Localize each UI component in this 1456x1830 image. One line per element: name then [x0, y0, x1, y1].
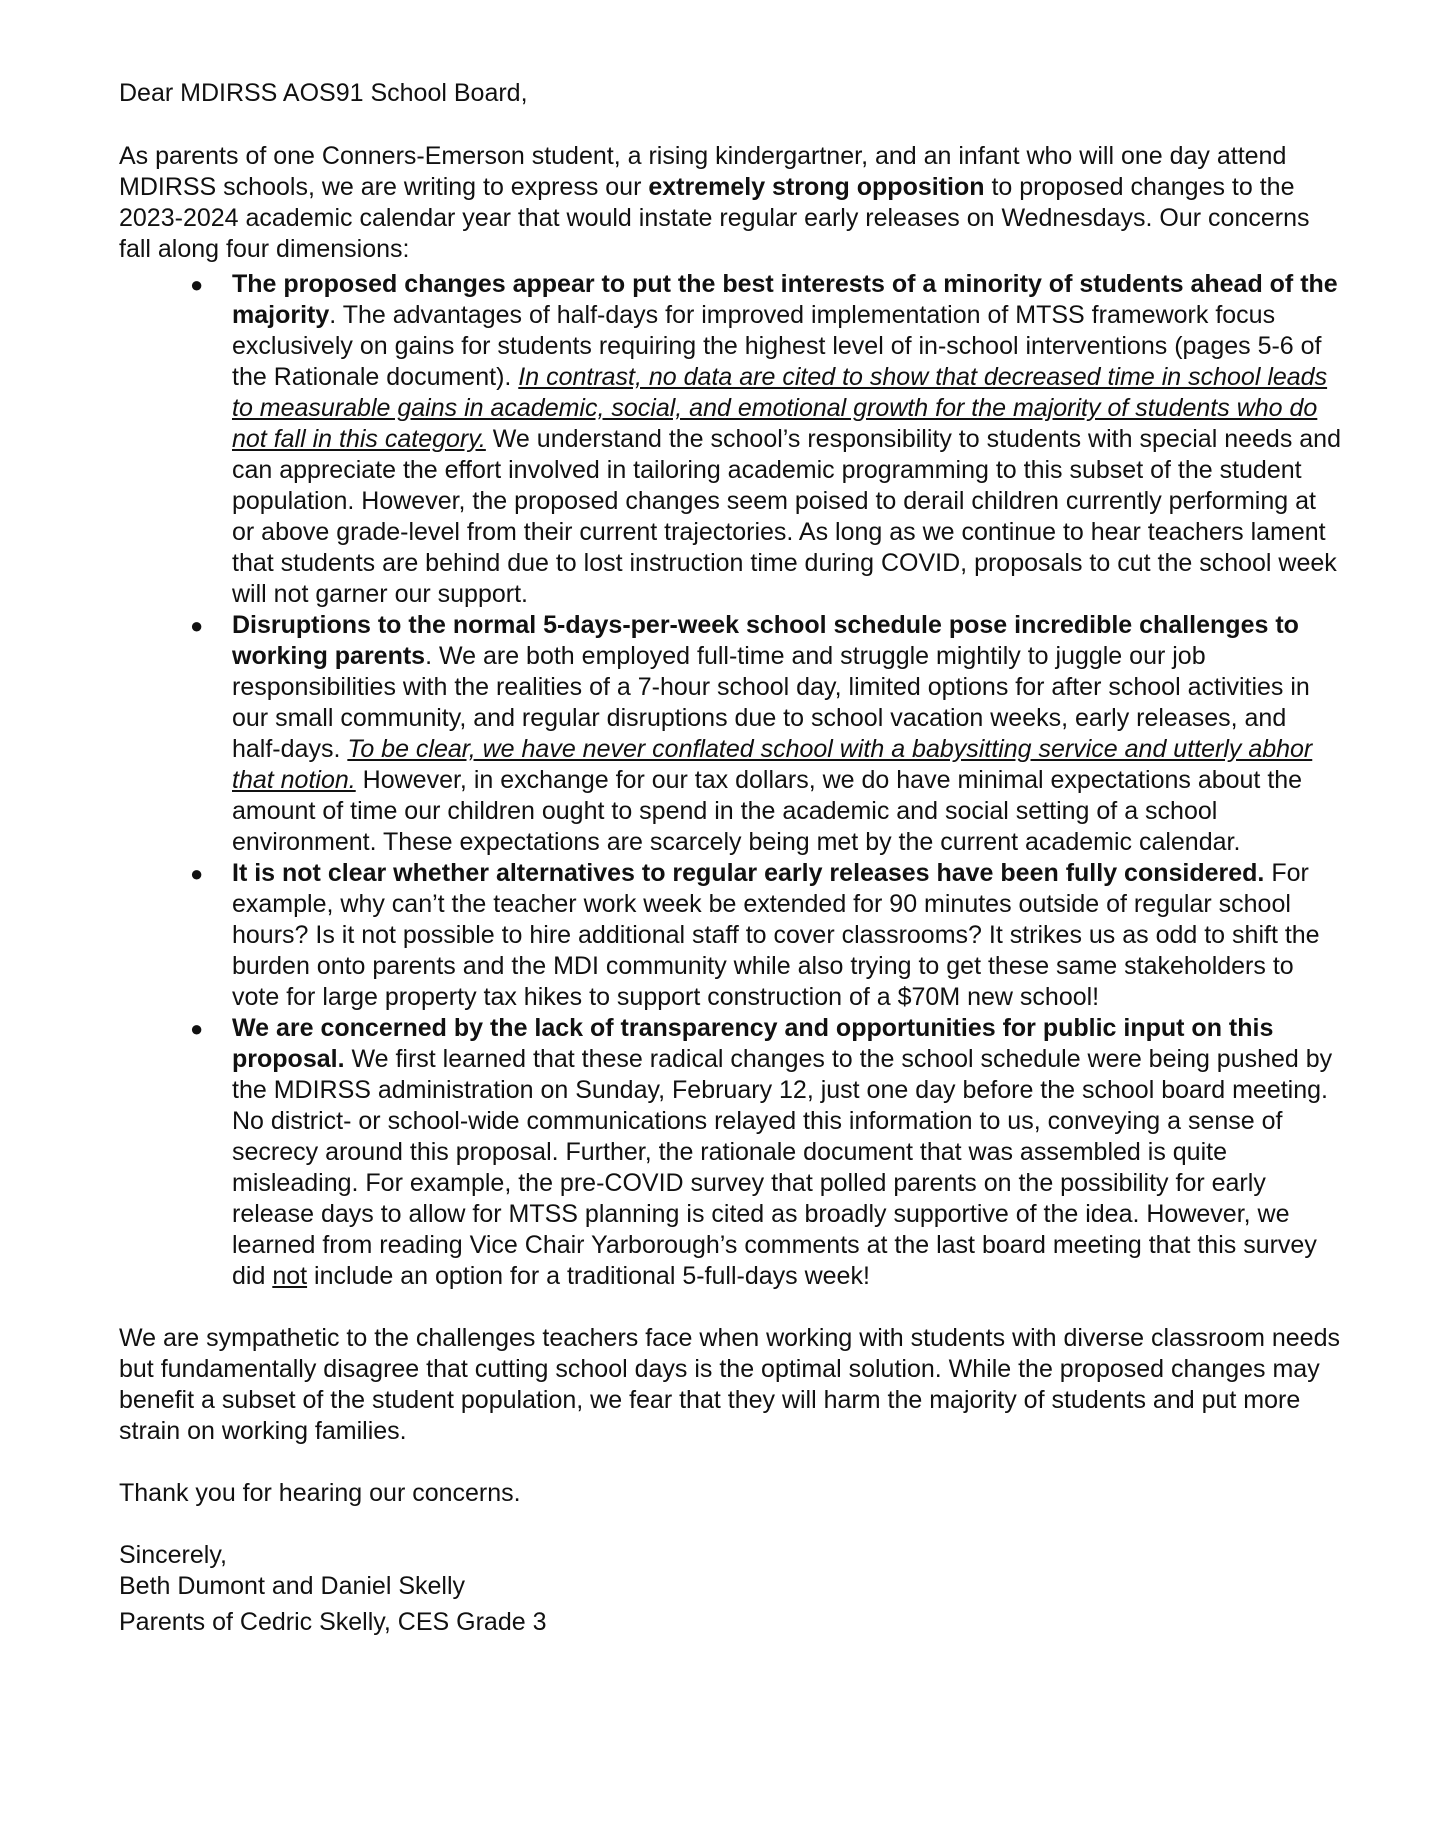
bullet-icon: ● [190, 1016, 204, 1041]
intro-text-1: As parents of one Conners-Emerson student, a rising kindergartner, and an infant who will one day attend MDIRSS schools, we are writing to express our [119, 142, 1287, 201]
concern-4-heading: We are concerned by the lack of transparency and opportunities for public input on this proposal. [232, 1014, 1274, 1073]
concern-3-heading: It is not clear whether alternatives to regular early releases have been fully considered. [232, 859, 1265, 887]
concern-item-3 [190, 858, 1341, 1013]
thanks-line: Thank you for hearing our concerns. [119, 1479, 521, 1507]
concern-2-text-2: However, in exchange for our tax dollars, we do have minimal expectations about the amount of time our children ought to spend in the academic and social setting of a school environment. These expectations are scarcely being met by the current academic calendar. [232, 766, 1303, 856]
salutation: Dear MDIRSS AOS91 School Board, [119, 79, 528, 107]
concern-2-text-1: . We are both employed full-time and struggle mightily to juggle our job responsibilities with the realities of a 7-hour school day, limited options for after school activities in our small community, and regular disruptions due to school vacation weeks, early releases, and half-days. [232, 642, 1310, 763]
intro-bold-phrase: extremely strong opposition [648, 173, 985, 201]
signer-role: Parents of Cedric Skelly, CES Grade 3 [119, 1608, 547, 1636]
concern-1-text-2: We understand the school’s responsibility to students with special needs and can appreciate the effort involved in tailoring academic programming to this subset of the student population. However, the proposed changes seem poised to derail children currently performing at or above grade-level from their current trajectories. As long as we continue to hear teachers lament that students are behind due to lost instruction time during COVID, proposals to cut the school week will not garner our support. [232, 425, 1341, 608]
concern-1-emphasis: In contrast, no data are cited to show that decreased time in school leads to measurable gains in academic, social, and emotional growth for the majority of students who do not fall in this category. [232, 363, 1328, 453]
concern-4-underlined-word: not [272, 1262, 308, 1290]
signoff: Sincerely, [119, 1541, 227, 1569]
concern-2-emphasis: To be clear, we have never conflated school with a babysitting service and utterly abhor that notion. [232, 735, 1313, 794]
concern-item-2 [190, 610, 1341, 858]
concern-item-1 [190, 269, 1341, 610]
concern-4-text-1: We first learned that these radical changes to the school schedule were being pushed by the MDIRSS administration on Sunday, February 12, just one day before the school board meeting. No district- or school-wide communications relayed this information to us, conveying a sense of secrecy around this proposal. Further, the rationale document that was assembled is quite misleading. For example, the pre-COVID survey that polled parents on the possibility for early release days to allow for MTSS planning is cited as broadly supportive of the idea. However, we learned from reading Vice Chair Yarborough’s comments at the last board meeting that this survey did [232, 1045, 1333, 1290]
concern-1-text-1: . The advantages of half-days for improved implementation of MTSS framework focus exclusively on gains for students requiring the highest level of in-school interventions (pages 5-6 of the Rationale document). [232, 301, 1322, 391]
concern-3-text-1: For example, why can’t the teacher work week be extended for 90 minutes outside of regular school hours? Is it not possible to hire additional staff to cover classrooms? It strikes us as odd to shift the burden onto parents and the MDI community while also trying to get these same stakeholders to vote for large property tax hikes to support construction of a $70M new school! [232, 859, 1320, 1011]
signers: Beth Dumont and Daniel Skelly [119, 1572, 466, 1600]
concerns-list [119, 269, 1341, 1292]
bullet-icon: ● [190, 613, 204, 638]
concern-item-4 [190, 1013, 1341, 1292]
concern-4-text-2: include an option for a traditional 5-full-days week! [307, 1262, 870, 1290]
concern-1-heading: The proposed changes appear to put the best interests of a minority of students ahead of the majority [232, 270, 1338, 329]
concern-2-heading: Disruptions to the normal 5-days-per-week school schedule pose incredible challenges to working parents [232, 611, 1299, 670]
intro-paragraph [119, 141, 1341, 265]
closing-paragraph: We are sympathetic to the challenges teachers face when working with students with diverse classroom needs but fundamentally disagree that cutting school days is the optimal solution. While the proposed changes may benefit a subset of the student population, we fear that they will harm the majority of students and put more strain on working families. [119, 1324, 1340, 1445]
letter-body [119, 78, 1341, 1638]
intro-text-2: to proposed changes to the 2023-2024 academic calendar year that would instate regular early releases on Wednesdays. Our concerns fall along four dimensions: [119, 173, 1310, 263]
bullet-icon: ● [190, 861, 204, 886]
bullet-icon: ● [190, 272, 204, 297]
